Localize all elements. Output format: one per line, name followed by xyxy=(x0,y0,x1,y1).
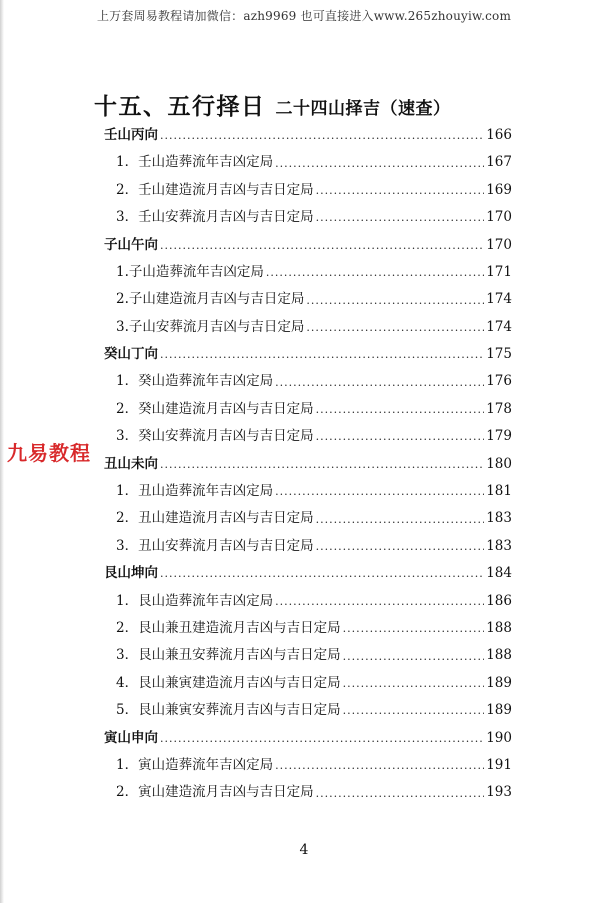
toc-entry-page: 183 xyxy=(486,510,512,527)
header-watermark: 上万套周易教程请加微信：azh9969 也可直接进入www.265zhouyiw.com xyxy=(96,9,512,23)
toc-entry-page: 176 xyxy=(486,373,512,390)
toc-entry-label: 2.子山建造流月吉凶与吉日定局 xyxy=(116,291,305,308)
toc-entry-label: 1．壬山造葬流年吉凶定局 xyxy=(116,154,274,171)
toc-item-row[interactable] xyxy=(100,478,512,505)
toc-entry-page: 183 xyxy=(486,537,512,554)
toc-item-row[interactable] xyxy=(100,396,512,423)
toc-entry-label: 1．寅山造葬流年吉凶定局 xyxy=(116,756,274,773)
toc-item-row[interactable] xyxy=(100,259,512,286)
toc-leader-dots xyxy=(275,486,484,497)
toc-entry-label: 子山午向 xyxy=(104,236,158,253)
toc-entry-page: 174 xyxy=(486,291,512,308)
toc-entry-page: 181 xyxy=(486,483,512,500)
toc-leader-dots xyxy=(316,788,485,799)
toc-item-row[interactable] xyxy=(100,149,512,176)
toc-leader-dots xyxy=(306,322,484,333)
toc-section-row[interactable] xyxy=(100,122,512,149)
toc-item-row[interactable] xyxy=(100,670,512,697)
toc-entry-label: 癸山丁向 xyxy=(104,346,158,363)
toc-entry-label: 2．壬山建造流月吉凶与吉日定局 xyxy=(116,181,314,198)
chapter-title-main: 十五、五行择日 xyxy=(94,94,266,120)
toc-leader-dots xyxy=(316,404,485,415)
toc-item-row[interactable] xyxy=(100,588,512,615)
toc-leader-dots xyxy=(275,760,484,771)
toc-leader-dots xyxy=(160,459,484,470)
toc-item-row[interactable] xyxy=(100,697,512,724)
toc-entry-label: 1．丑山造葬流年吉凶定局 xyxy=(116,483,274,500)
toc-entry-label: 3.子山安葬流月吉凶与吉日定局 xyxy=(116,318,305,335)
toc-section-row[interactable] xyxy=(100,232,512,259)
table-of-contents xyxy=(100,122,512,807)
toc-item-row[interactable] xyxy=(100,177,512,204)
toc-leader-dots xyxy=(343,678,485,689)
toc-leader-dots xyxy=(160,240,484,251)
toc-entry-label: 艮山坤向 xyxy=(104,565,158,582)
toc-leader-dots xyxy=(275,596,484,607)
chapter-title-sub: 二十四山择吉（速查） xyxy=(275,99,451,119)
toc-item-row[interactable] xyxy=(100,204,512,231)
toc-leader-dots xyxy=(343,705,485,716)
toc-entry-label: 丑山未向 xyxy=(104,455,158,472)
toc-entry-page: 170 xyxy=(486,209,512,226)
toc-entry-page: 174 xyxy=(486,318,512,335)
toc-leader-dots xyxy=(316,212,485,223)
toc-entry-label: 1.子山造葬流年吉凶定局 xyxy=(116,263,264,280)
toc-entry-label: 2．艮山兼丑建造流月吉凶与吉日定局 xyxy=(116,619,341,636)
toc-entry-label: 4．艮山兼寅建造流月吉凶与吉日定局 xyxy=(116,674,341,691)
toc-leader-dots xyxy=(316,431,485,442)
toc-entry-label: 寅山申向 xyxy=(104,729,158,746)
toc-entry-label: 5．艮山兼寅安葬流月吉凶与吉日定局 xyxy=(116,702,341,719)
toc-item-row[interactable] xyxy=(100,752,512,779)
toc-entry-label: 1．艮山造葬流年吉凶定局 xyxy=(116,592,274,609)
red-watermark-stamp: 九易教程 xyxy=(7,441,91,465)
toc-leader-dots xyxy=(266,267,484,278)
toc-entry-page: 188 xyxy=(486,647,512,664)
toc-entry-page: 178 xyxy=(486,400,512,417)
toc-entry-page: 166 xyxy=(486,126,512,143)
toc-item-row[interactable] xyxy=(100,779,512,806)
toc-entry-label: 壬山丙向 xyxy=(104,126,158,143)
toc-entry-page: 189 xyxy=(486,674,512,691)
toc-entry-page: 189 xyxy=(486,702,512,719)
toc-entry-label: 2．寅山建造流月吉凶与吉日定局 xyxy=(116,784,314,801)
toc-entry-page: 184 xyxy=(486,565,512,582)
toc-entry-page: 167 xyxy=(486,154,512,171)
toc-section-row[interactable] xyxy=(100,451,512,478)
toc-leader-dots xyxy=(275,377,484,388)
toc-entry-page: 191 xyxy=(486,756,512,773)
scan-edge xyxy=(0,0,4,903)
toc-entry-label: 3．癸山安葬流月吉凶与吉日定局 xyxy=(116,428,314,445)
toc-section-row[interactable] xyxy=(100,725,512,752)
chapter-title xyxy=(94,88,568,121)
toc-entry-label: 2．癸山建造流月吉凶与吉日定局 xyxy=(116,400,314,417)
toc-leader-dots xyxy=(343,651,485,662)
toc-leader-dots xyxy=(275,158,484,169)
toc-entry-page: 180 xyxy=(486,455,512,472)
toc-leader-dots xyxy=(343,623,485,634)
toc-item-row[interactable] xyxy=(100,533,512,560)
toc-item-row[interactable] xyxy=(100,369,512,396)
toc-entry-label: 3．壬山安葬流月吉凶与吉日定局 xyxy=(116,209,314,226)
toc-item-row[interactable] xyxy=(100,615,512,642)
toc-entry-label: 1．癸山造葬流年吉凶定局 xyxy=(116,373,274,390)
toc-entry-page: 171 xyxy=(486,263,512,280)
toc-entry-page: 190 xyxy=(486,729,512,746)
toc-leader-dots xyxy=(160,130,484,141)
page-number: 4 xyxy=(299,842,309,858)
toc-entry-label: 2．丑山建造流月吉凶与吉日定局 xyxy=(116,510,314,527)
toc-leader-dots xyxy=(306,295,484,306)
toc-leader-dots xyxy=(160,568,484,579)
toc-section-row[interactable] xyxy=(100,560,512,587)
toc-leader-dots xyxy=(316,185,485,196)
toc-leader-dots xyxy=(316,541,485,552)
toc-leader-dots xyxy=(160,349,484,360)
toc-entry-page: 193 xyxy=(486,784,512,801)
toc-section-row[interactable] xyxy=(100,341,512,368)
toc-entry-page: 169 xyxy=(486,181,512,198)
toc-entry-label: 3．艮山兼丑安葬流月吉凶与吉日定局 xyxy=(116,647,341,664)
toc-entry-page: 170 xyxy=(486,236,512,253)
toc-item-row[interactable] xyxy=(100,286,512,313)
toc-item-row[interactable] xyxy=(100,642,512,669)
toc-leader-dots xyxy=(316,514,485,525)
toc-entry-page: 188 xyxy=(486,619,512,636)
toc-entry-page: 175 xyxy=(486,346,512,363)
toc-entry-page: 179 xyxy=(486,428,512,445)
toc-leader-dots xyxy=(160,733,484,744)
toc-item-row[interactable] xyxy=(100,314,512,341)
toc-item-row[interactable] xyxy=(100,505,512,532)
toc-entry-page: 186 xyxy=(486,592,512,609)
toc-item-row[interactable] xyxy=(100,423,512,450)
toc-entry-label: 3．丑山安葬流月吉凶与吉日定局 xyxy=(116,537,314,554)
